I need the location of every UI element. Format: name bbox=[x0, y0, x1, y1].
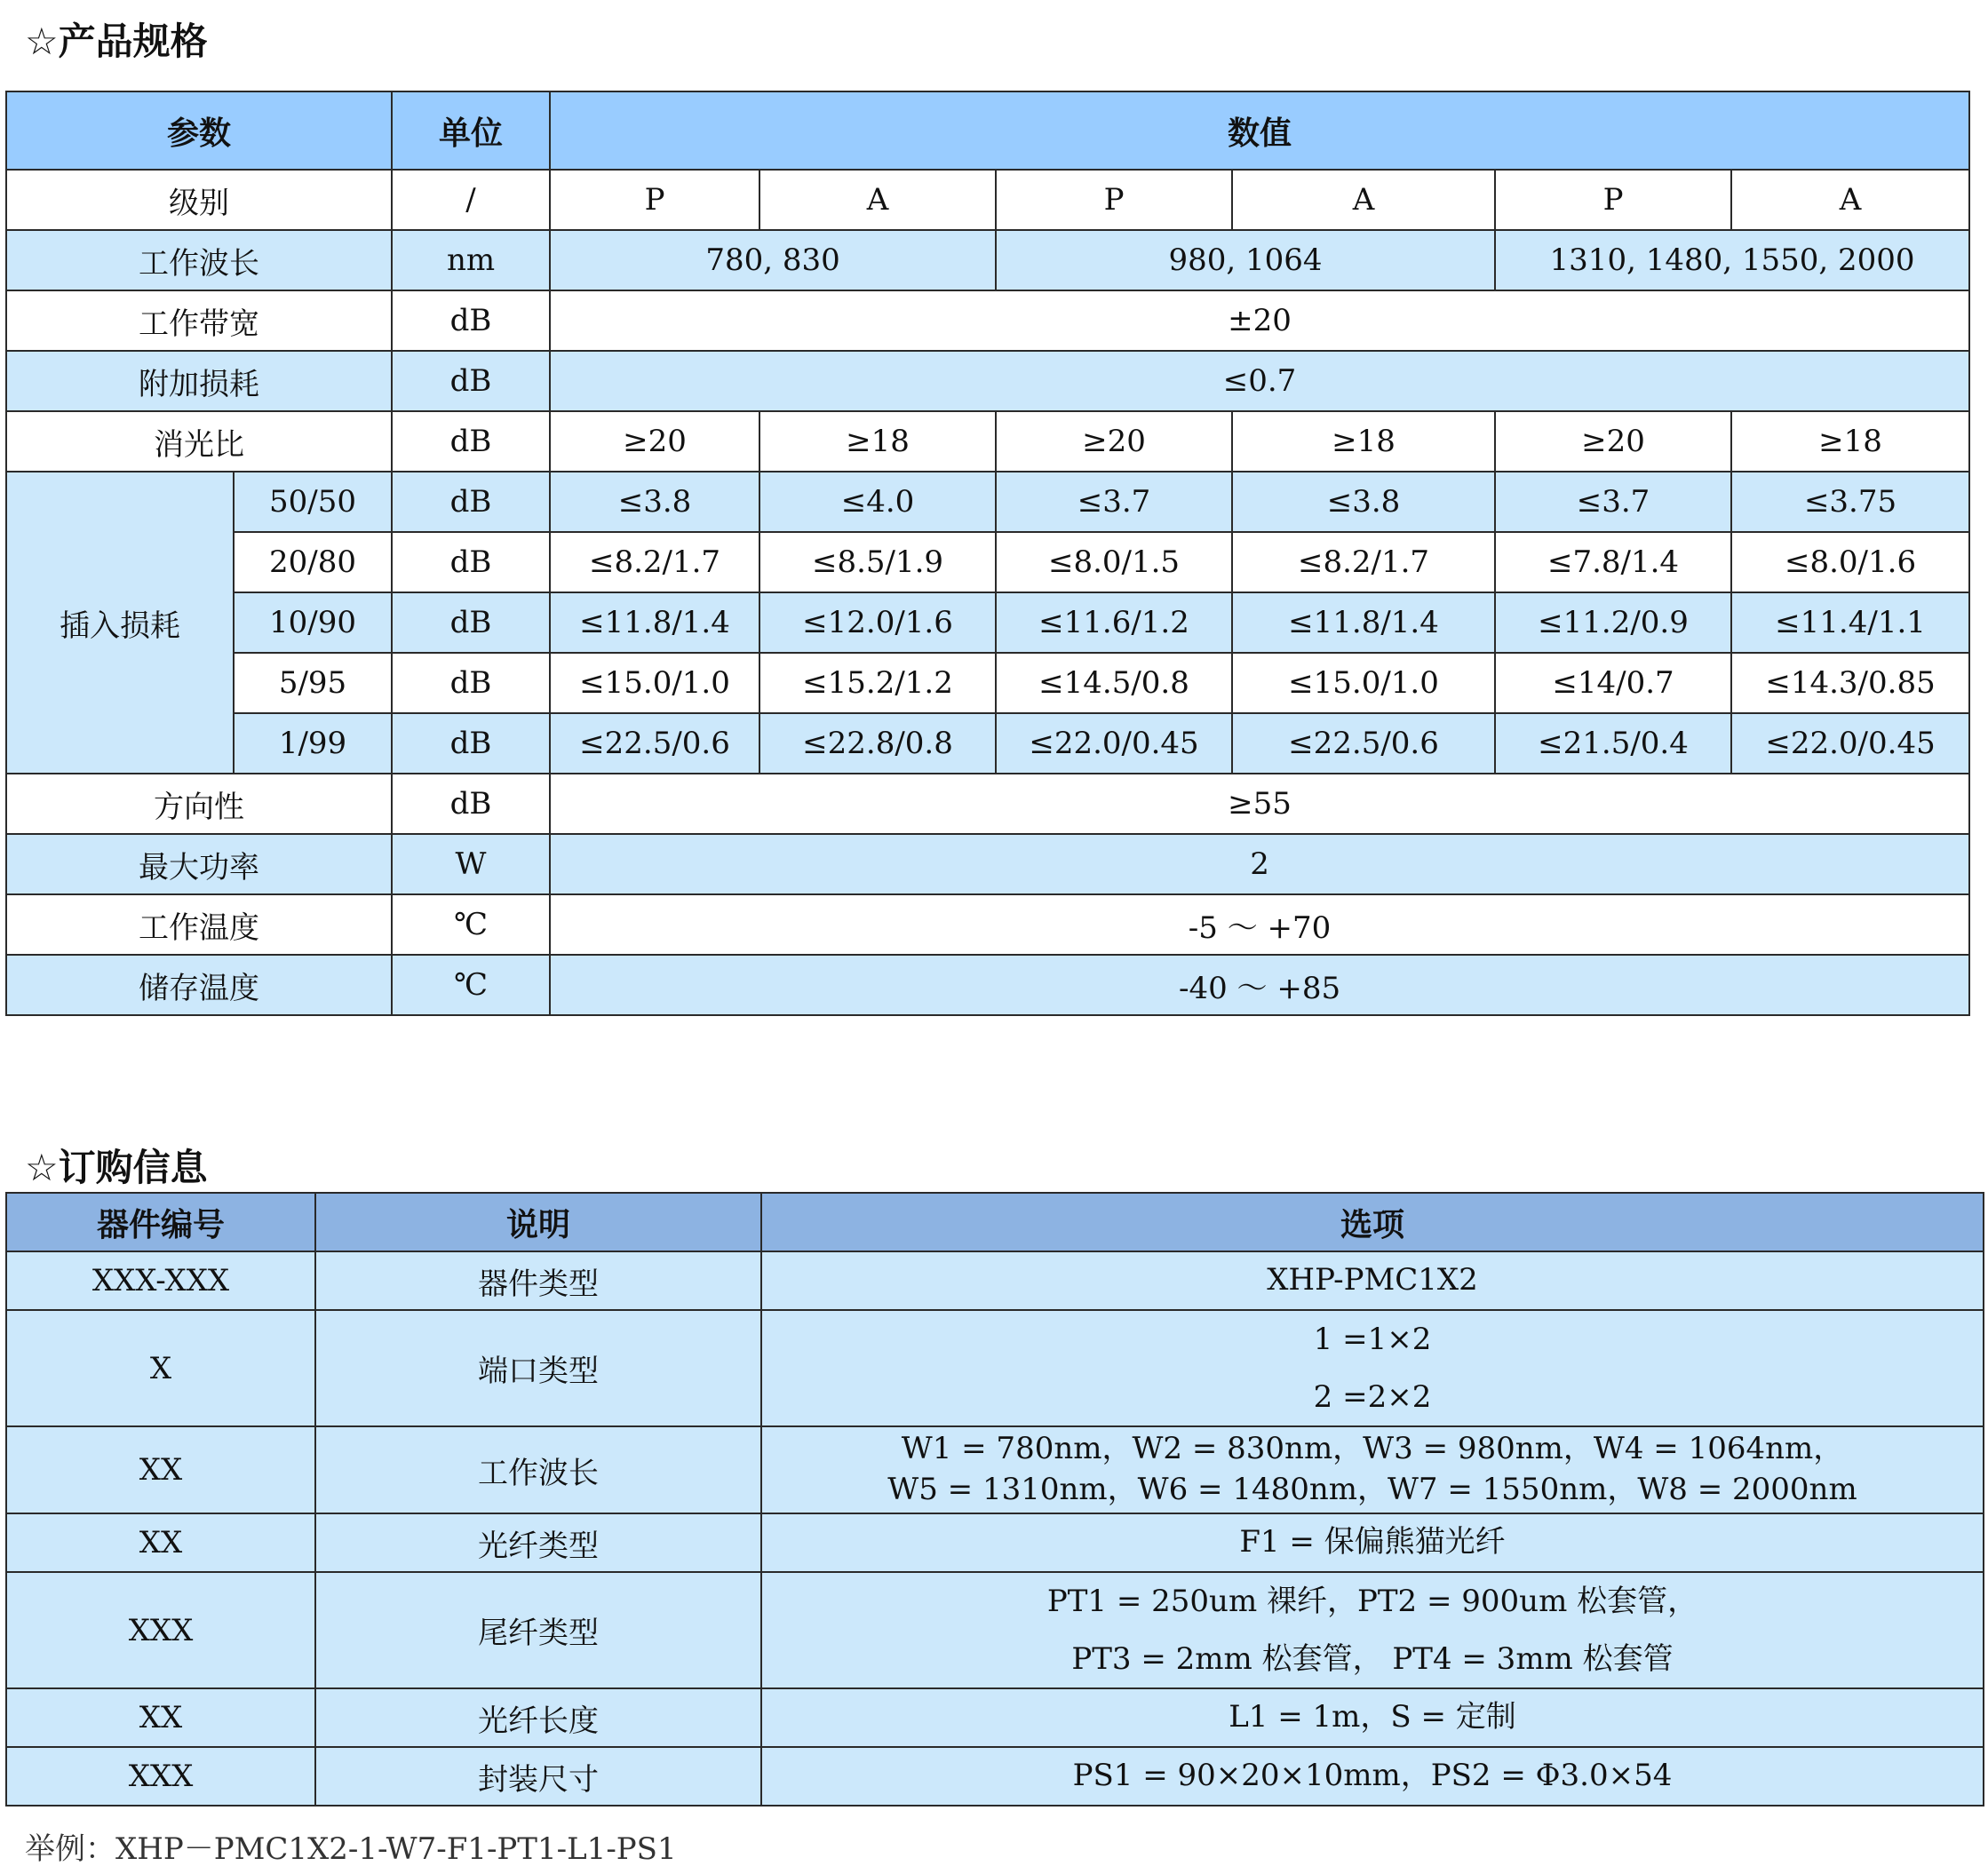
order-row-wavelength bbox=[6, 1426, 1984, 1513]
value-cell: ≤3.7 bbox=[996, 472, 1232, 532]
order-options bbox=[761, 1572, 1984, 1688]
value-cell: ≤14.3/0.85 bbox=[1731, 653, 1969, 713]
value-cell: ≤7.8/1.4 bbox=[1495, 532, 1731, 592]
value-cell: 980, 1064 bbox=[996, 230, 1495, 290]
value-cell: ≤8.2/1.7 bbox=[550, 532, 759, 592]
value-cell: ≤11.4/1.1 bbox=[1731, 592, 1969, 653]
value-cell: ≤3.7 bbox=[1495, 472, 1731, 532]
value-cell: ±20 bbox=[550, 290, 1969, 351]
row-insertion-10-90 bbox=[6, 592, 1969, 653]
row-storage-temp bbox=[6, 955, 1969, 1015]
row-insertion-50-50 bbox=[6, 472, 1969, 532]
header-code: 器件编号 bbox=[6, 1193, 315, 1251]
value-cell: ≤14.5/0.8 bbox=[996, 653, 1232, 713]
order-desc: 器件类型 bbox=[315, 1251, 761, 1310]
row-extinction bbox=[6, 411, 1969, 472]
order-options bbox=[761, 1688, 1984, 1747]
value-cell: ≤0.7 bbox=[550, 351, 1969, 411]
value-cell: ≤22.0/0.45 bbox=[996, 713, 1232, 774]
row-insertion-1-99 bbox=[6, 713, 1969, 774]
spec-header-row bbox=[6, 91, 1969, 170]
row-max-power bbox=[6, 834, 1969, 894]
order-desc: 尾纤类型 bbox=[315, 1572, 761, 1688]
row-directivity bbox=[6, 774, 1969, 834]
header-unit: 单位 bbox=[392, 91, 550, 170]
value-cell: A bbox=[759, 170, 996, 230]
row-label: 工作温度 bbox=[6, 894, 392, 955]
order-options bbox=[761, 1747, 1984, 1806]
order-row-fiber-length bbox=[6, 1688, 1984, 1747]
row-insertion-20-80 bbox=[6, 532, 1969, 592]
row-label: 工作波长 bbox=[6, 230, 392, 290]
row-unit: dB bbox=[392, 774, 550, 834]
value-cell: ≤15.0/1.0 bbox=[550, 653, 759, 713]
value-cell: ≤3.75 bbox=[1731, 472, 1969, 532]
value-cell: 780, 830 bbox=[550, 230, 996, 290]
order-code: XX bbox=[6, 1426, 315, 1513]
row-unit: dB bbox=[392, 472, 550, 532]
order-code: XX bbox=[6, 1513, 315, 1572]
order-options bbox=[761, 1310, 1984, 1426]
value-cell: ≤8.0/1.6 bbox=[1731, 532, 1969, 592]
row-op-temp bbox=[6, 894, 1969, 955]
option-line: W5 = 1310nm，W6 = 1480nm，W7 = 1550nm，W8 = 2000nm bbox=[887, 1472, 1857, 1508]
value-cell: -5 ～ +70 bbox=[550, 894, 1969, 955]
order-desc: 端口类型 bbox=[315, 1310, 761, 1426]
order-section-title: ☆订购信息 bbox=[25, 1146, 208, 1189]
option-line: PT1 = 250um 裸纤，PT2 = 900um 松套管， bbox=[1046, 1584, 1698, 1620]
row-bandwidth bbox=[6, 290, 1969, 351]
order-row-device-type bbox=[6, 1251, 1984, 1310]
value-cell: ≤22.5/0.6 bbox=[550, 713, 759, 774]
row-label: 消光比 bbox=[6, 411, 392, 472]
row-unit: ℃ bbox=[392, 955, 550, 1015]
split-ratio: 5/95 bbox=[234, 653, 392, 713]
order-options bbox=[761, 1251, 1984, 1310]
spec-section-title: ☆产品规格 bbox=[25, 20, 208, 63]
value-cell: ≤8.0/1.5 bbox=[996, 532, 1232, 592]
order-code: XX bbox=[6, 1688, 315, 1747]
value-cell: ≤15.0/1.0 bbox=[1232, 653, 1495, 713]
spec-table bbox=[5, 91, 1970, 1016]
row-label: 附加损耗 bbox=[6, 351, 392, 411]
order-code: X bbox=[6, 1310, 315, 1426]
order-desc: 封装尺寸 bbox=[315, 1747, 761, 1806]
option-line: XHP-PMC1X2 bbox=[1267, 1262, 1478, 1298]
value-cell: ≤11.2/0.9 bbox=[1495, 592, 1731, 653]
header-options: 选项 bbox=[761, 1193, 1984, 1251]
option-line: 2 =2×2 bbox=[1313, 1378, 1432, 1415]
row-label: 最大功率 bbox=[6, 834, 392, 894]
row-excess-loss bbox=[6, 351, 1969, 411]
order-table bbox=[5, 1192, 1984, 1807]
row-unit: / bbox=[392, 170, 550, 230]
row-wavelength bbox=[6, 230, 1969, 290]
order-row-port-type bbox=[6, 1310, 1984, 1426]
option-line: PT3 = 2mm 松套管， PT4 = 3mm 松套管 bbox=[1071, 1640, 1674, 1677]
split-ratio: 10/90 bbox=[234, 592, 392, 653]
row-label: 级别 bbox=[6, 170, 392, 230]
row-unit: W bbox=[392, 834, 550, 894]
value-cell: ≥18 bbox=[1232, 411, 1495, 472]
option-line: W1 = 780nm，W2 = 830nm，W3 = 980nm，W4 = 1064nm， bbox=[901, 1431, 1844, 1467]
row-unit: dB bbox=[392, 290, 550, 351]
value-cell: ≤8.2/1.7 bbox=[1232, 532, 1495, 592]
option-line: F1 = 保偏熊猫光纤 bbox=[1239, 1524, 1506, 1560]
row-label: 储存温度 bbox=[6, 955, 392, 1015]
value-cell: P bbox=[996, 170, 1232, 230]
value-cell: -40 ～ +85 bbox=[550, 955, 1969, 1015]
order-row-fiber-type bbox=[6, 1513, 1984, 1572]
row-unit: dB bbox=[392, 351, 550, 411]
row-unit: dB bbox=[392, 411, 550, 472]
value-cell: ≤8.5/1.9 bbox=[759, 532, 996, 592]
split-ratio: 50/50 bbox=[234, 472, 392, 532]
header-param: 参数 bbox=[6, 91, 392, 170]
row-unit: dB bbox=[392, 713, 550, 774]
order-desc: 光纤类型 bbox=[315, 1513, 761, 1572]
order-example: 举例：XHP－PMC1X2-1-W7-F1-PT1-L1-PS1 bbox=[25, 1831, 677, 1867]
value-cell: ≤11.6/1.2 bbox=[996, 592, 1232, 653]
value-cell: ≤22.8/0.8 bbox=[759, 713, 996, 774]
value-cell: ≤4.0 bbox=[759, 472, 996, 532]
option-line: 1 =1×2 bbox=[1313, 1322, 1432, 1357]
header-value: 数值 bbox=[550, 91, 1969, 170]
order-code: XXX bbox=[6, 1747, 315, 1806]
value-cell: ≤3.8 bbox=[550, 472, 759, 532]
order-desc: 光纤长度 bbox=[315, 1688, 761, 1747]
option-line: PS1 = 90×20×10mm，PS2 = Φ3.0×54 bbox=[1072, 1758, 1673, 1794]
value-cell: 2 bbox=[550, 834, 1969, 894]
value-cell: 1310, 1480, 1550, 2000 bbox=[1495, 230, 1969, 290]
row-unit: dB bbox=[392, 592, 550, 653]
order-header-row bbox=[6, 1193, 1984, 1251]
row-label: 插入损耗 bbox=[6, 472, 234, 774]
order-row-pigtail-type bbox=[6, 1572, 1984, 1688]
row-unit: dB bbox=[392, 532, 550, 592]
value-cell: ≥20 bbox=[996, 411, 1232, 472]
value-cell: ≤22.5/0.6 bbox=[1232, 713, 1495, 774]
value-cell: ≥20 bbox=[1495, 411, 1731, 472]
value-cell: ≤22.0/0.45 bbox=[1731, 713, 1969, 774]
order-desc: 工作波长 bbox=[315, 1426, 761, 1513]
value-cell: A bbox=[1232, 170, 1495, 230]
option-line: L1 = 1m，S = 定制 bbox=[1229, 1699, 1516, 1735]
row-grade bbox=[6, 170, 1969, 230]
row-label: 工作带宽 bbox=[6, 290, 392, 351]
split-ratio: 1/99 bbox=[234, 713, 392, 774]
value-cell: ≥18 bbox=[1731, 411, 1969, 472]
value-cell: ≤11.8/1.4 bbox=[550, 592, 759, 653]
value-cell: ≤3.8 bbox=[1232, 472, 1495, 532]
row-unit: ℃ bbox=[392, 894, 550, 955]
split-ratio: 20/80 bbox=[234, 532, 392, 592]
value-cell: ≤12.0/1.6 bbox=[759, 592, 996, 653]
value-cell: ≥18 bbox=[759, 411, 996, 472]
order-code: XXX bbox=[6, 1572, 315, 1688]
row-insertion-5-95 bbox=[6, 653, 1969, 713]
row-label: 方向性 bbox=[6, 774, 392, 834]
order-options bbox=[761, 1513, 1984, 1572]
value-cell: ≥55 bbox=[550, 774, 1969, 834]
value-cell: ≤11.8/1.4 bbox=[1232, 592, 1495, 653]
value-cell: P bbox=[550, 170, 759, 230]
row-unit: nm bbox=[392, 230, 550, 290]
value-cell: ≤15.2/1.2 bbox=[759, 653, 996, 713]
order-row-package-size bbox=[6, 1747, 1984, 1806]
value-cell: ≥20 bbox=[550, 411, 759, 472]
row-unit: dB bbox=[392, 653, 550, 713]
order-code: XXX-XXX bbox=[6, 1251, 315, 1310]
value-cell: ≤21.5/0.4 bbox=[1495, 713, 1731, 774]
value-cell: P bbox=[1495, 170, 1731, 230]
order-options bbox=[761, 1426, 1984, 1513]
value-cell: ≤14/0.7 bbox=[1495, 653, 1731, 713]
header-desc: 说明 bbox=[315, 1193, 761, 1251]
value-cell: A bbox=[1731, 170, 1969, 230]
